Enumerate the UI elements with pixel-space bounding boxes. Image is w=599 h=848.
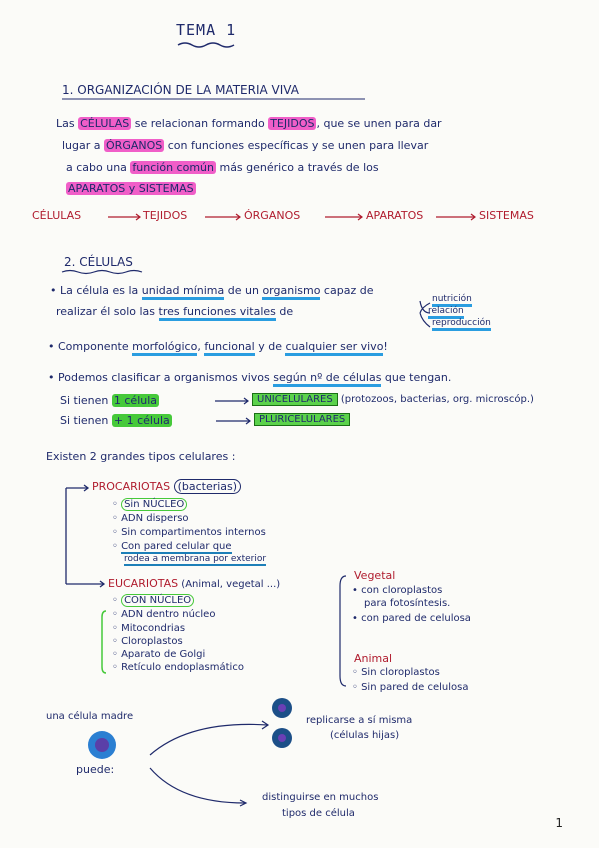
bullet1-line1: • La célula es la unidad mínima de un organismo capaz de	[50, 285, 373, 296]
prokaryotes-label: PROCARIOTAS (bacterias)	[92, 481, 241, 492]
multicellular-result: PLURICELULARES	[254, 415, 350, 425]
chain-aparatos: APARATOS	[366, 209, 424, 222]
multicellular-row: Si tienen + 1 célula	[60, 414, 170, 427]
animal-item: ◦ Sin pared de celulosa	[352, 682, 469, 693]
eukaryote-item: ◦ Cloroplastos	[112, 636, 183, 647]
chain-tejidos: TEJIDOS	[143, 209, 188, 222]
stem-outcome-replicate-note: (células hijas)	[330, 730, 400, 741]
function-relacion: relación	[428, 307, 464, 319]
bullet2: • Componente morfológico, funcional y de cualquier ser vivo!	[48, 341, 388, 352]
stem-outcome-differentiate-cont: tipos de célula	[282, 808, 355, 819]
vegetal-item: • con pared de celulosa	[352, 613, 471, 624]
stem-cell-puede: puede:	[76, 763, 115, 776]
chain-celulas: CÉLULAS	[32, 209, 82, 222]
eukaryotes-label: EUCARIOTAS (Animal, vegetal ...)	[108, 577, 281, 590]
stem-outcome-differentiate: distinguirse en muchos	[262, 792, 379, 803]
prokaryote-item: ◦ Sin compartimentos internos	[112, 527, 266, 538]
cell-types-intro: Existen 2 grandes tipos celulares :	[46, 450, 236, 463]
section2-heading: 2. CÉLULAS	[64, 255, 133, 269]
vegetal-label: Vegetal	[354, 569, 396, 582]
eukaryote-item: ◦ CON NÚCLEO	[112, 596, 194, 606]
prokaryote-item-cont: rodea a membrana por exterior	[124, 554, 267, 564]
section1-heading: 1. ORGANIZACIÓN DE LA MATERIA VIVA	[62, 83, 299, 97]
prokaryote-item: ◦ Con pared celular que	[112, 541, 232, 552]
eukaryote-item: ◦ Aparato de Golgi	[112, 649, 206, 660]
animal-label: Animal	[354, 652, 393, 665]
unicellular-row: Si tienen 1 célula	[60, 394, 158, 407]
vegetal-item: • con cloroplastos	[352, 585, 443, 596]
stem-cell-label: una célula madre	[46, 711, 134, 722]
function-nutricion: nutrición	[432, 295, 472, 307]
bullet3-line1: • Podemos clasificar a organismos vivos según nº de células que tengan.	[48, 372, 451, 383]
section1-line3: a cabo una función común más genérico a través de los	[66, 161, 379, 174]
stem-outcome-replicate: replicarse a sí misma	[306, 715, 413, 726]
section1-line4: APARATOS y SISTEMAS	[68, 182, 194, 195]
bullet1-line2: realizar él solo las tres funciones vitales de	[56, 306, 293, 317]
eukaryote-item: ◦ Mitocondrias	[112, 623, 186, 634]
section1-line1: Las CÉLULAS se relacionan formando TEJIDOS , que se unen para dar	[56, 117, 442, 130]
prokaryote-item: ◦ ADN disperso	[112, 513, 189, 524]
chain-sistemas: SISTEMAS	[479, 209, 534, 222]
animal-item: ◦ Sin cloroplastos	[352, 667, 440, 678]
page-title: TEMA 1	[176, 21, 237, 39]
chain-organos: ÓRGANOS	[244, 209, 301, 222]
unicellular-result: UNICELULARES (protozoos, bacterias, org. microscóp.)	[252, 395, 534, 405]
function-reproduccion: reproducción	[432, 319, 491, 331]
section1-line2: lugar a ÓRGANOS con funciones específicas y se unen para llevar	[62, 139, 429, 152]
page-number: 1	[555, 816, 563, 830]
prokaryote-item: ◦ Sin NÚCLEO	[112, 500, 187, 510]
eukaryote-item: ◦ ADN dentro núcleo	[112, 609, 216, 620]
vegetal-item-cont: para fotosíntesis.	[364, 598, 451, 609]
eukaryote-item: ◦ Retículo endoplasmático	[112, 662, 244, 673]
